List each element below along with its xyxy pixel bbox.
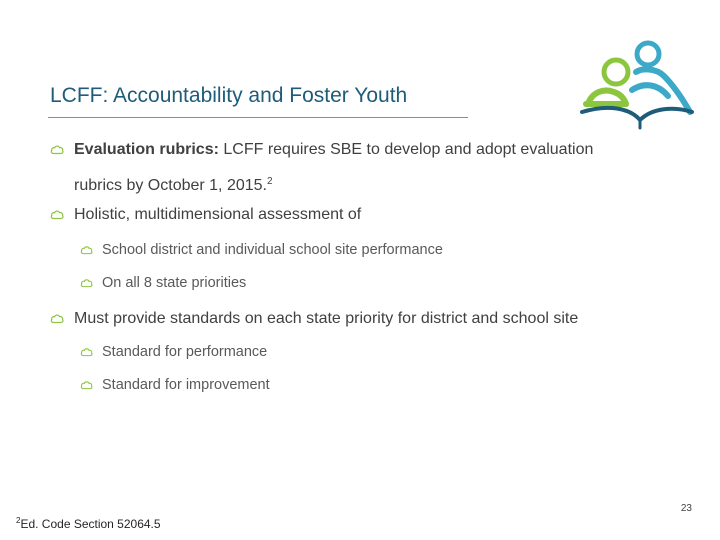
bullet-text: Must provide standards on each state priority for district and school site (74, 310, 579, 327)
two-people-reading-icon (578, 38, 696, 130)
bullet-term: Evaluation rubrics: (74, 141, 219, 158)
page-number: 23 (680, 503, 692, 514)
sub-bullet-state-priorities (80, 275, 246, 291)
footnote-marker: 2 (16, 516, 21, 525)
cloud-bullet-icon (80, 277, 93, 288)
cloud-bullet-icon (80, 346, 93, 357)
bullet-text-continued: rubrics by October 1, 2015. (74, 177, 267, 194)
cloud-bullet-icon (80, 379, 93, 390)
title-underline (48, 117, 468, 118)
cloud-bullet-icon (80, 244, 93, 255)
footnote-text: Ed. Code Section 52064.5 (20, 517, 161, 531)
footnote-ref: 2 (266, 176, 273, 187)
bullet-evaluation-rubrics (50, 141, 593, 204)
cloud-bullet-icon (50, 208, 64, 220)
cloud-bullet-icon (50, 143, 64, 155)
sub-bullet-text: Standard for performance (102, 344, 268, 360)
slide-title: LCFF: Accountability and Foster Youth (50, 84, 408, 107)
sub-bullet-improvement (80, 377, 270, 393)
cloud-bullet-icon (50, 312, 64, 324)
sub-bullet-text: School district and individual school site performance (102, 242, 443, 258)
bullet-text: LCFF requires SBE to develop and adopt evaluation (218, 141, 594, 158)
bullet-text: Holistic, multidimensional assessment of (74, 206, 362, 223)
sub-bullet-text: Standard for improvement (102, 377, 270, 393)
bullet-holistic-assessment (50, 206, 361, 224)
sub-bullet-text: On all 8 state priorities (102, 275, 247, 291)
footnote (16, 517, 161, 531)
bullet-standards (50, 310, 578, 328)
sub-bullet-district-performance (80, 242, 443, 258)
sub-bullet-performance (80, 344, 267, 360)
